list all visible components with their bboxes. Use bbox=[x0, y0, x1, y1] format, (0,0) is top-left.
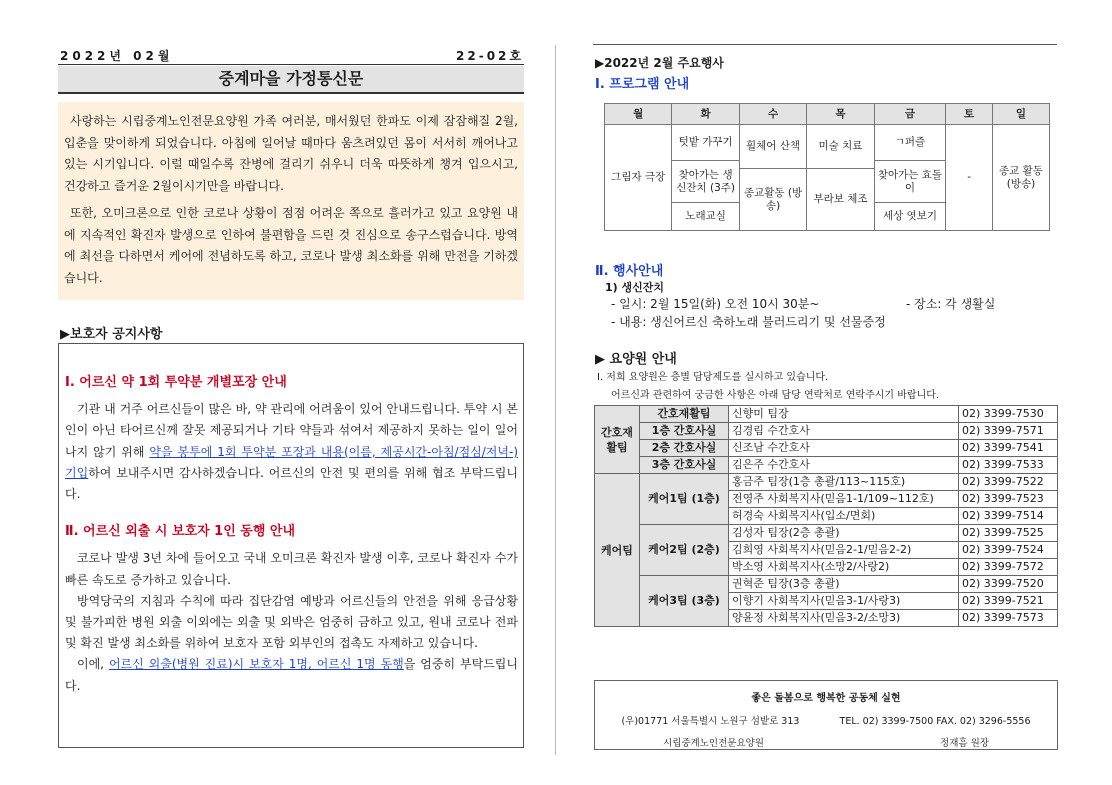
column-divider bbox=[555, 45, 556, 755]
schedule-cell: 노래교실 bbox=[672, 203, 739, 231]
day-header: 화 bbox=[672, 104, 739, 125]
event-time: - 일시: 2월 15일(화) 오전 10시 30분~ bbox=[611, 297, 820, 311]
header-divider bbox=[58, 64, 524, 65]
staff-name: 이향기 사회복지사(믿음3-1/사랑3) bbox=[729, 593, 959, 610]
schedule-cell: 찾아가는 효돌이 bbox=[874, 161, 946, 203]
footer-slogan: 좋은 돌봄으로 행복한 공동체 실현 bbox=[751, 693, 901, 704]
notice-text: 이에, bbox=[77, 657, 109, 672]
schedule-cell: ㄱ퍼즐 bbox=[874, 125, 946, 161]
schedule-cell: 세상 엿보기 bbox=[874, 203, 946, 231]
newsletter-date: 2022년 02월 bbox=[60, 49, 174, 63]
schedule-cell: 그림자 극장 bbox=[605, 125, 672, 231]
event-subtitle: 1) 생신잔치 bbox=[605, 281, 665, 294]
program-heading: Ⅰ. 프로그램 안내 bbox=[595, 77, 690, 92]
staff-name: 김경림 수간호사 bbox=[729, 423, 959, 440]
staff-name: 신향미 팀장 bbox=[729, 406, 959, 423]
program-schedule-table bbox=[604, 103, 1050, 231]
staff-name: 박소영 사회복지사(소망2/사랑2) bbox=[729, 559, 959, 576]
day-header: 금 bbox=[874, 104, 946, 125]
staff-phone: 02) 3399-7571 bbox=[959, 423, 1058, 440]
team-label: 케어1팀 (1층) bbox=[640, 474, 729, 525]
staff-phone: 02) 3399-7525 bbox=[959, 525, 1058, 542]
outing-companion-link[interactable]: 어르신 외출(병원 진료)시 보호자 1명, 어르신 1명 동행 bbox=[108, 657, 404, 672]
footer-box bbox=[594, 680, 1058, 750]
medication-packing-link[interactable]: 약을 봉투에 1회 투약분 포장과 내용(이름, 제공시간-아침/점심/저녁-) 기입 bbox=[65, 444, 519, 480]
event-content: - 내용: 생신어르신 축하노래 불러드리기 및 선물증정 bbox=[611, 315, 886, 329]
care-note-2: 어르신과 관련하여 궁금한 사항은 아래 담당 연락처로 연락주시기 바랍니다. bbox=[611, 390, 940, 401]
team-label: 3층 간호사실 bbox=[640, 457, 729, 474]
staff-contact-table bbox=[594, 405, 1058, 627]
staff-phone: 02) 3399-7521 bbox=[959, 593, 1058, 610]
footer-org: 시립중계노인전문요양원 bbox=[663, 738, 764, 749]
staff-name: 김희영 사회복지사(믿음2-1/믿음2-2) bbox=[729, 542, 959, 559]
staff-phone: 02) 3399-7522 bbox=[959, 474, 1058, 491]
staff-name: 신조남 수간호사 bbox=[729, 440, 959, 457]
staff-phone: 02) 3399-7523 bbox=[959, 491, 1058, 508]
intro-paragraph-2: 또한, 오미크론으로 인한 코로나 상황이 점점 어려운 쪽으로 흘러가고 있고 요양원 내에 지속적인 확진자 발생으로 인하여 불편함을 드린 것 진심으로 송구스럽습니다. 방역에 최선을 다하면서 케어에 전념하도록 하고, 코로나 발생 최소화를 위해 만전을 기하겠습니다. bbox=[64, 206, 518, 285]
care-group-label: 케어팀 bbox=[595, 474, 640, 627]
care-note-1: Ⅰ. 저희 요양원은 층별 담당제도를 실시하고 있습니다. bbox=[597, 372, 829, 383]
notice-box bbox=[58, 343, 524, 748]
staff-name: 허경숙 사회복지사(입소/면회) bbox=[729, 508, 959, 525]
schedule-cell: 미술 치료 bbox=[807, 125, 874, 169]
right-top-divider bbox=[593, 44, 1057, 45]
schedule-cell: - bbox=[946, 125, 993, 231]
schedule-cell: 종교 활동 (방송) bbox=[992, 125, 1049, 231]
day-header: 일 bbox=[992, 104, 1049, 125]
notice-section-1-body bbox=[65, 399, 518, 505]
staff-name: 양윤정 사회복지사(믿음3-2/소망3) bbox=[729, 610, 959, 627]
team-label: 케어2팀 (2층) bbox=[640, 525, 729, 576]
team-label: 2층 간호사실 bbox=[640, 440, 729, 457]
staff-phone: 02) 3399-7530 bbox=[959, 406, 1058, 423]
footer-contact-row bbox=[595, 713, 1057, 727]
team-label: 케어3팀 (3층) bbox=[640, 576, 729, 627]
schedule-cell: 텃밭 가꾸기 bbox=[672, 125, 739, 161]
care-heading: ▶ 요양원 안내 bbox=[595, 352, 677, 367]
staff-name: 김성자 팀장(2층 총괄) bbox=[729, 525, 959, 542]
staff-phone: 02) 3399-7514 bbox=[959, 508, 1058, 525]
team-label: 1층 간호사실 bbox=[640, 423, 729, 440]
team-label: 간호재활팀 bbox=[640, 406, 729, 423]
intro-box bbox=[58, 102, 524, 300]
day-header: 토 bbox=[946, 104, 993, 125]
notice-section-1-title: Ⅰ. 어르신 약 1회 투약분 개별포장 안내 bbox=[65, 375, 287, 390]
notice-heading: ▶보호자 공지사항 bbox=[60, 327, 163, 342]
schedule-cell: 종교활동 (방송) bbox=[739, 169, 806, 231]
staff-phone: 02) 3399-7572 bbox=[959, 559, 1058, 576]
schedule-cell: 휠체어 산책 bbox=[739, 125, 806, 169]
notice-text: 기관 내 거주 어르신들이 많은 바, 약 관리에 어려움이 있어 안내드립니다. 투약 시 본인이 아닌 타어르신께 잘못 제공되거나 기타 약들과 섞여서 제공하지 못하는 일이 일어나지 않기 위해 bbox=[65, 402, 518, 459]
notice-text: 을 엄중히 부탁드립니다. bbox=[65, 657, 518, 693]
day-header: 목 bbox=[807, 104, 874, 125]
staff-phone: 02) 3399-7520 bbox=[959, 576, 1058, 593]
staff-name: 전영주 사회복지사(믿음1-1/109~112호) bbox=[729, 491, 959, 508]
page-title: 중계마을 가정통신문 bbox=[58, 66, 524, 94]
schedule-cell: 부라보 체조 bbox=[807, 169, 874, 231]
staff-phone: 02) 3399-7533 bbox=[959, 457, 1058, 474]
footer-org-row bbox=[595, 735, 1057, 749]
staff-name: 김은주 수간호사 bbox=[729, 457, 959, 474]
event-info-heading: Ⅱ. 행사안내 bbox=[595, 264, 664, 279]
staff-phone: 02) 3399-7541 bbox=[959, 440, 1058, 457]
staff-name: 권혁준 팀장(3층 총괄) bbox=[729, 576, 959, 593]
schedule-cell: 찾아가는 생신잔치 (3주) bbox=[672, 161, 739, 203]
footer-tel-fax: TEL. 02) 3399-7500 FAX. 02) 3296-5556 bbox=[839, 716, 1031, 727]
events-heading: ▶2022년 2월 주요행사 bbox=[595, 56, 724, 70]
notice-section-2-title: Ⅱ. 어르신 외출 시 보호자 1인 동행 안내 bbox=[65, 524, 296, 540]
staff-name: 홍금주 팀장(1층 총괄/113~115호) bbox=[729, 474, 959, 491]
footer-director: 정재흠 원장 bbox=[940, 738, 989, 749]
day-header: 수 bbox=[739, 104, 806, 125]
intro-paragraph-1: 사랑하는 시립중계노인전문요양원 가족 여러분, 매서웠던 한파도 이제 잠잠해질 2월, 입춘을 맞이하게 되었습니다. 아침에 일어날 때마다 움츠려있던 몸이 서서히 깨어나고 있는 시기입니다. 이럴 때일수록 잔병에 걸리기 쉬우니 더욱 따뜻하게 챙겨 입으시고, 건강하고 즐거운 2월이시기만을 바랍니다. bbox=[64, 114, 518, 193]
notice-section-2-p3 bbox=[65, 654, 518, 696]
footer-address: (우)01771 서울특별시 노원구 섬밭로 313 bbox=[621, 716, 800, 727]
staff-phone: 02) 3399-7524 bbox=[959, 542, 1058, 559]
staff-phone: 02) 3399-7573 bbox=[959, 610, 1058, 627]
day-header: 월 bbox=[605, 104, 672, 125]
event-place: - 장소: 각 생활실 bbox=[906, 297, 996, 311]
notice-section-2-p1: 코로나 발생 3년 차에 들어오고 국내 오미크론 확진자 발생 이후, 코로나 확진자 수가 빠른 속도로 증가하고 있습니다. bbox=[65, 551, 518, 587]
notice-section-2-p2: 방역당국의 지침과 수칙에 따라 집단감염 예방과 어르신들의 안전을 위해 응급상황 및 불가피한 병원 외출 이외에는 외출 및 외박은 엄중히 금하고 있고, 원내 코로나 전파 및 확진 발생 최소화를 위하여 보호자 포함 외부인의 접촉도 자제하고 있습니다. bbox=[65, 593, 518, 651]
nurse-group-label: 간호재활팀 bbox=[595, 406, 640, 474]
notice-text: 하여 보내주시면 감사하겠습니다. 어르신의 안전 및 편의를 위해 협조 부탁드립니다. bbox=[65, 465, 518, 502]
issue-number: 22-02호 bbox=[456, 49, 524, 63]
